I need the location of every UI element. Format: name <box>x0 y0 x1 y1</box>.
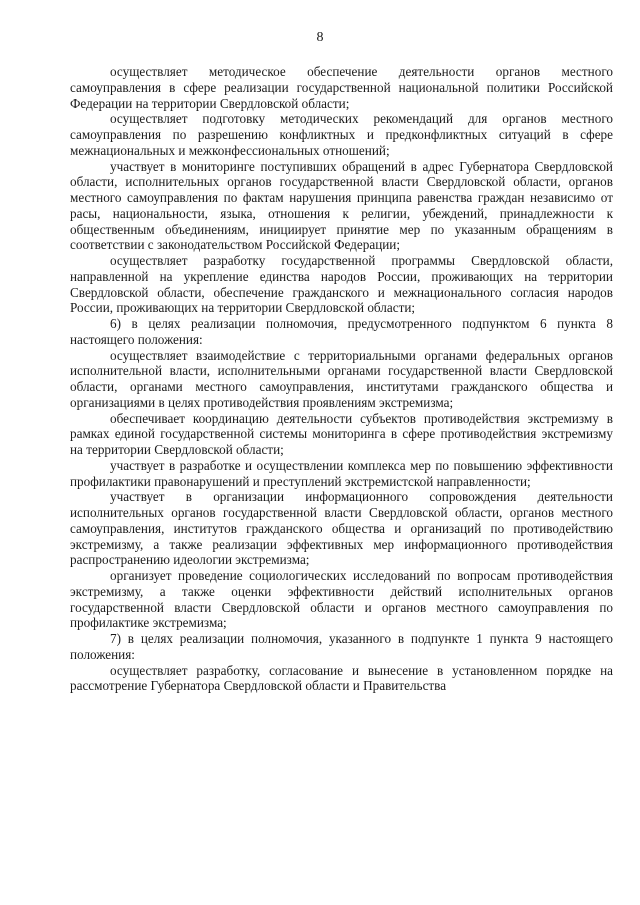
paragraph: участвует в мониторинге поступивших обращений в адрес Губернатора Свердловской области, исполнительных органов государственной власти Свердловской области, органов местного самоуправления по фактам нарушения принципа равенства граждан независимо от расы, национальности, языка, отношения к религии, убеждений, принадлежности к общественным объединениям, инициирует принятие мер по указанным обращениям в соответствии с законодательством Российской Федерации; <box>70 158 613 253</box>
paragraph: осуществляет разработку, согласование и вынесение в установленном порядке на рассмотрение Губернатора Свердловской области и Правительства <box>70 662 613 694</box>
document-body <box>70 64 613 694</box>
paragraph: осуществляет разработку государственной программы Свердловской области, направленной на укрепление единства народов России, проживающих на территории Свердловской области, обеспечение гражданского и межнационального согласия народов России, проживающих на территории Свердловской области; <box>70 253 613 316</box>
paragraph: организует проведение социологических исследований по вопросам противодействия экстремизму, а также оценки эффективности действий исполнительных органов государственной власти Свердловской области и органов местного самоуправления по профилактике экстремизма; <box>70 568 613 631</box>
paragraph: осуществляет подготовку методических рекомендаций для органов местного самоуправления по разрешению конфликтных и предконфликтных ситуаций в сфере межнациональных и межконфессиональных отношений; <box>70 111 613 158</box>
paragraph: участвует в организации информационного сопровождения деятельности исполнительных органов государственной власти Свердловской области, органов местного самоуправления, институтов гражданского общества и организаций по противодействию экстремизму, а также реализации эффективных мер информационного противодействия распространению идеологии экстремизма; <box>70 489 613 568</box>
paragraph: 6) в целях реализации полномочия, предусмотренного подпунктом 6 пункта 8 настоящего положения: <box>70 316 613 347</box>
page-number: 8 <box>316 30 324 45</box>
paragraph: осуществляет взаимодействие с территориальными органами федеральных органов исполнительной власти, исполнительными органами государственной власти Свердловской области, органами местного самоуправления, институтами гражданского общества и организациями в целях противодействия проявлениям экстремизма; <box>70 347 613 410</box>
paragraph: осуществляет методическое обеспечение деятельности органов местного самоуправления в сфере реализации государственной национальной политики Российской Федерации на территории Свердловской области; <box>70 64 613 111</box>
paragraph: участвует в разработке и осуществлении комплекса мер по повышению эффективности профилактики правонарушений и преступлений экстремистской направленности; <box>70 457 613 489</box>
paragraph: обеспечивает координацию деятельности субъектов противодействия экстремизму в рамках единой государственной системы мониторинга в сфере противодействия экстремизму на территории Свердловской области; <box>70 410 613 457</box>
paragraph: 7) в целях реализации полномочия, указанного в подпункте 1 пункта 9 настоящего положения: <box>70 631 613 662</box>
